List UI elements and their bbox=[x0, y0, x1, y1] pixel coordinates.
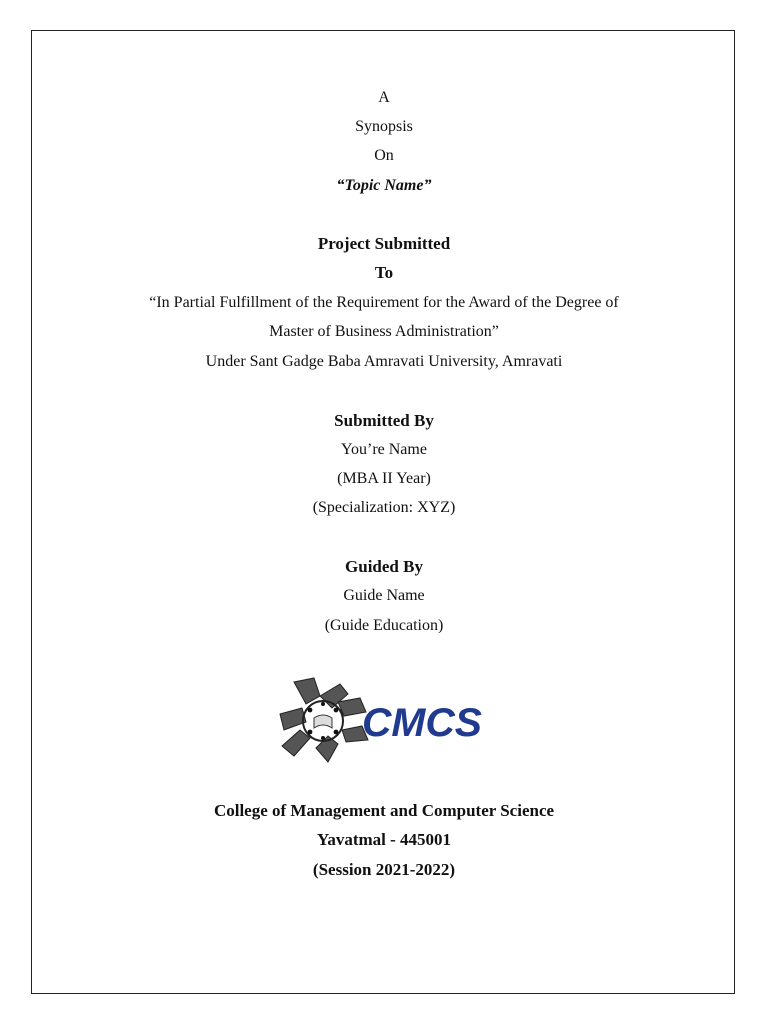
logo-text: CMCS bbox=[362, 701, 483, 745]
fulfillment-line-1: “In Partial Fulfillment of the Requirement for the Award of the Degree of bbox=[149, 294, 619, 311]
project-submitted-heading: Project Submitted bbox=[317, 234, 451, 253]
student-name: You’re Name bbox=[341, 441, 427, 458]
on-label: On bbox=[374, 147, 394, 164]
student-year: (MBA II Year) bbox=[337, 470, 431, 487]
session-years: (Session 2021-2022) bbox=[312, 860, 456, 879]
submitted-by-heading: Submitted By bbox=[334, 411, 434, 430]
cmcs-logo-icon bbox=[276, 674, 490, 768]
college-city: Yavatmal - 445001 bbox=[316, 830, 452, 849]
guide-name: Guide Name bbox=[343, 587, 425, 604]
college-name: College of Management and Computer Science bbox=[213, 801, 555, 820]
fulfillment-line-2: Master of Business Administration” bbox=[269, 323, 499, 340]
synopsis-label: Synopsis bbox=[355, 118, 413, 135]
to-heading: To bbox=[374, 263, 394, 282]
guide-education: (Guide Education) bbox=[324, 617, 444, 634]
article-a: A bbox=[378, 89, 390, 106]
guided-by-heading: Guided By bbox=[345, 557, 423, 576]
student-specialization: (Specialization: XYZ) bbox=[312, 499, 456, 516]
topic-name: “Topic Name” bbox=[336, 177, 432, 194]
university-line: Under Sant Gadge Baba Amravati University, Amravati bbox=[205, 353, 563, 370]
